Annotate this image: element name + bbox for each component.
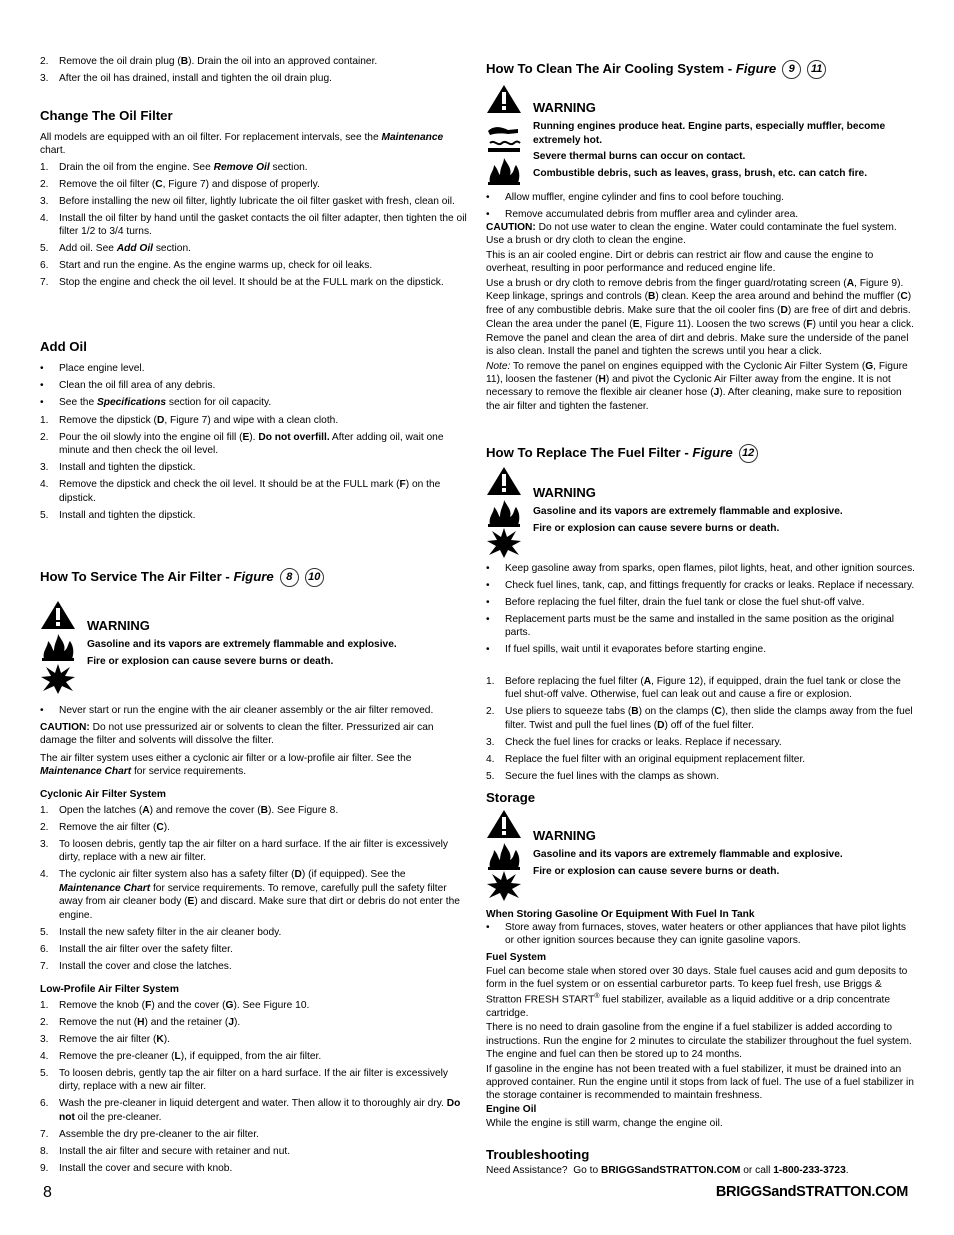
warning-line: Running engines produce heat. Engine parts, especially muffler, become extremely hot.: [533, 121, 886, 146]
list-item-text: Clean the oil fill area of any debris.: [59, 379, 216, 391]
figure-badge: 11: [807, 60, 826, 79]
storage-heading: Storage: [486, 790, 536, 805]
list-item-text: Use pliers to squeeze tabs (B) on the clamps (C), then slide the clamps away from the fuel filter. Twist and pull the fuel lines (D) off of the fuel filter.: [505, 706, 913, 731]
troubleshooting-heading: Troubleshooting: [486, 1147, 590, 1162]
list-item: [486, 191, 915, 204]
list-item-text: Assemble the dry pre-cleaner to the air filter.: [59, 1128, 259, 1140]
list-item: [486, 562, 915, 575]
paragraph: If gasoline in the engine has not been treated with a fuel stabilizer, it must be drained into an approved container. Run the engine until it stops from lack of fuel. The use of a fuel stabilizer in the storage container is recommended to maintain freshness.: [486, 1063, 914, 1102]
fuel-filter-warning: [486, 466, 915, 558]
paragraph: Clean the area under the panel (E, Figure 11). Loosen the two screws (F) until you hear a click. Remove the panel and clean the area of dirt and debris. Make sure the underside of the panel is also clean. Install the panel and tighten the screws until you hear a click.: [486, 319, 914, 358]
list-item-text: Remove the oil filter (C, Figure 7) and dispose of properly.: [59, 178, 320, 190]
list-item: [486, 736, 915, 749]
list-marker: •: [40, 379, 44, 391]
list-marker: 5.: [40, 1067, 49, 1079]
fuel-filter-heading: How To Replace The Fuel Filter - Figure 12: [486, 444, 915, 463]
storing-gasoline-subheading: When Storing Gasoline Or Equipment With Fuel In Tank: [486, 909, 755, 920]
list-item: [40, 1050, 469, 1063]
list-marker: 5.: [40, 509, 49, 521]
alert-triangle-icon: [486, 809, 522, 839]
fire-icon: [486, 499, 522, 527]
list-item: [40, 838, 469, 865]
list-item-text: To loosen debris, gently tap the air filter on a hard surface. If the air filter is excessively dirty, replace with a new air filter.: [59, 838, 449, 864]
list-item-text: See the Specifications section for oil capacity.: [59, 396, 272, 408]
list-item: [40, 362, 469, 375]
list-marker: 3.: [40, 838, 49, 850]
list-marker: 4.: [40, 212, 49, 224]
hot-surface-icon: [486, 121, 522, 153]
list-item: [486, 921, 915, 948]
list-item-text: Remove the dipstick (D, Figure 7) and wipe with a clean cloth.: [59, 415, 339, 426]
list-item: [486, 705, 915, 732]
list-item: [40, 212, 469, 239]
list-marker: 2.: [486, 706, 495, 718]
list-marker: 9.: [40, 1162, 49, 1174]
list-item: [486, 770, 915, 783]
cooling-paragraphs: [486, 221, 915, 414]
list-item-text: Install the cover and secure with knob.: [59, 1162, 233, 1174]
warning-line: Severe thermal burns can occur on contact.: [533, 151, 746, 163]
list-item: [40, 259, 469, 272]
list-marker: 3.: [40, 195, 49, 207]
warning-title: WARNING: [533, 828, 596, 843]
fuel-filter-steps: [486, 675, 915, 787]
figure-badge: 9: [782, 60, 801, 79]
list-item-text: Remove the dipstick and check the oil level. It should be at the FULL mark (F) on the dipstick.: [59, 479, 441, 504]
list-item: [486, 643, 915, 656]
page-number: 8: [43, 1184, 52, 1201]
fire-icon: [486, 157, 522, 185]
list-item: [40, 461, 469, 474]
low-profile-subheading: Low-Profile Air Filter System: [40, 984, 179, 995]
list-item-text: Install the air filter and secure with retainer and nut.: [59, 1145, 291, 1157]
list-item-text: Remove the air filter (K).: [59, 1033, 170, 1045]
storage-warning: [486, 809, 915, 901]
list-marker: 2.: [40, 56, 49, 67]
list-item-text: Stop the engine and check the oil level. It should be at the FULL mark on the dipstick.: [59, 277, 444, 289]
list-item: [40, 1162, 469, 1175]
list-item-text: To loosen debris, gently tap the air filter on a hard surface. If the air filter is excessively dirty, replace with a new air filter.: [59, 1067, 449, 1093]
fire-icon: [40, 633, 76, 661]
cyclonic-steps: [40, 804, 469, 976]
list-item-text: Wash the pre-cleaner in liquid detergent and water. Then allow it to thoroughly air dry. Do not oil the pre-cleaner.: [59, 1098, 461, 1123]
list-item-text: Secure the fuel lines with the clamps as shown.: [505, 770, 720, 782]
explosion-icon: [40, 664, 76, 694]
cooling-warning: [486, 84, 915, 186]
list-marker: 5.: [40, 243, 49, 255]
air-filter-para: The air filter system uses either a cyclonic air filter or a low-profile air filter. See the Maintenance Chart for service requirements.: [40, 753, 412, 778]
list-item: [40, 1067, 469, 1094]
list-marker: 2.: [40, 431, 49, 443]
list-item: [40, 414, 469, 427]
paragraph: Note: To remove the panel on engines equipped with the Cyclonic Air Filter System (G, Figure 11), loosen the fastener (H) and pivot the Cyclonic Air Filter away from the engine. It is not necessary to remove the flexible air cleaner hose (J). After cleaning, make sure to reposition the air filter and tighten the fastener.: [486, 360, 908, 412]
list-marker: 4.: [40, 479, 49, 491]
list-item: [486, 613, 915, 640]
list-item-text: Open the latches (A) and remove the cover (B). See Figure 8.: [59, 805, 339, 816]
list-item: [40, 72, 469, 85]
list-marker: 1.: [40, 415, 49, 426]
list-item-text: Remove the pre-cleaner (L), if equipped, from the air filter.: [59, 1050, 322, 1062]
list-marker: 4.: [40, 1050, 49, 1062]
air-filter-warning: [40, 600, 469, 695]
warning-line: Fire or explosion can cause severe burns or death.: [533, 522, 780, 534]
list-item: [40, 1128, 469, 1141]
air-filter-bullets: [40, 704, 469, 721]
list-marker: 3.: [40, 462, 49, 474]
warning-title: WARNING: [87, 618, 150, 633]
list-item: [40, 960, 469, 973]
list-marker: •: [486, 563, 490, 574]
air-filter-caution: CAUTION: Do not use pressurized air or solvents to clean the filter. Pressurized air can damage the filter and solvents will dissolve the filter.: [40, 722, 434, 747]
list-item: [40, 704, 469, 717]
add-oil-bullets: [40, 362, 469, 413]
list-item-text: Remove the oil drain plug (B). Drain the oil into an approved container.: [59, 56, 378, 67]
list-item-text: Pour the oil slowly into the engine oil fill (E). Do not overfill. After adding oil, wait one minute and then check the oil level.: [59, 431, 444, 457]
list-marker: 6.: [40, 260, 49, 272]
list-item: [486, 208, 915, 221]
paragraph: There is no need to drain gasoline from the engine if a fuel stabilizer is added according to instructions. Run the engine for 2 minutes to circulate the stabilizer throughout the fuel system. The engine and fuel can then be stored up to 24 months.: [486, 1022, 912, 1061]
list-marker: •: [486, 644, 490, 656]
storage-bullets: [486, 921, 915, 951]
change-oil-filter-steps: [40, 161, 469, 293]
fuel-system-subheading: Fuel System: [486, 952, 547, 963]
list-marker: 5.: [40, 926, 49, 938]
add-oil-steps: [40, 414, 469, 526]
warning-line: Combustible debris, such as leaves, grass, brush, etc. can catch fire.: [533, 167, 868, 179]
list-marker: •: [40, 705, 44, 716]
list-marker: 3.: [486, 736, 495, 748]
list-item-text: Before replacing the fuel filter, drain the fuel tank or close the fuel shut-off valve.: [505, 596, 865, 608]
list-item: [486, 579, 915, 592]
list-item-text: Remove the knob (F) and the cover (G). See Figure 10.: [59, 1000, 310, 1011]
list-item: [40, 926, 469, 939]
paragraph: This is an air cooled engine. Dirt or debris can restrict air flow and cause the engine to overheat, resulting in poor performance and reduced engine life.: [486, 249, 874, 275]
air-filter-heading: How To Service The Air Filter - Figure 8 10: [40, 568, 469, 587]
list-item-text: Before installing the new oil filter, lightly lubricate the oil filter gasket with fresh, clean oil.: [59, 195, 455, 207]
figure-badge: 12: [739, 444, 758, 463]
list-marker: •: [486, 579, 490, 591]
list-marker: 8.: [40, 1145, 49, 1157]
list-item: [486, 596, 915, 609]
list-item: [40, 1033, 469, 1046]
cooling-bullets: [486, 191, 915, 225]
warning-line: Fire or explosion can cause severe burns or death.: [87, 655, 334, 667]
list-item: [486, 675, 915, 702]
list-item-text: If fuel spills, wait until it evaporates before starting engine.: [505, 644, 767, 656]
list-item-text: Check the fuel lines for cracks or leaks. Replace if necessary.: [505, 736, 782, 748]
alert-triangle-icon: [486, 84, 522, 114]
change-oil-filter-intro: All models are equipped with an oil filter. For replacement intervals, see the Maintenance chart.: [40, 132, 444, 157]
alert-triangle-icon: [40, 600, 76, 630]
list-item-text: Start and run the engine. As the engine warms up, check for oil leaks.: [59, 260, 373, 272]
list-item-text: Install and tighten the dipstick.: [59, 462, 196, 474]
list-item: [40, 431, 469, 458]
list-item-text: Remove the nut (H) and the retainer (J).: [59, 1016, 241, 1028]
engine-oil-para: While the engine is still warm, change the engine oil.: [486, 1118, 723, 1129]
cooling-heading: How To Clean The Air Cooling System - Figure 9 11: [486, 60, 915, 79]
list-item: [40, 242, 469, 255]
list-marker: 2.: [40, 178, 49, 190]
list-item-text: Keep gasoline away from sparks, open flames, pilot lights, heat, and other ignition sources.: [505, 563, 915, 574]
list-item-text: The cyclonic air filter system also has a safety filter (D) (if equipped). See the Maintenance Chart for service requirements. To remove, carefully pull the safety filter away from air cleaner body (E) and discard. Make sure that dirt or debris do not enter the engine.: [59, 869, 460, 921]
list-item: [40, 478, 469, 505]
fuel-filter-bullets: [486, 562, 915, 660]
list-marker: 6.: [40, 943, 49, 955]
low-profile-steps: [40, 999, 469, 1178]
list-item-text: Store away from furnaces, stoves, water heaters or other appliances that have pilot lights or other ignition sources because they can ignite gasoline vapors.: [505, 922, 906, 947]
list-item-text: Drain the oil from the engine. See Remove Oil section.: [59, 162, 308, 173]
list-marker: 1.: [486, 676, 495, 687]
warning-title: WARNING: [533, 100, 596, 115]
warning-line: Gasoline and its vapors are extremely flammable and explosive.: [533, 506, 843, 518]
list-item-text: Check fuel lines, tank, cap, and fittings frequently for cracks or leaks. Replace if necessary.: [505, 579, 915, 591]
list-item-text: Remove accumulated debris from muffler area and cylinder area.: [505, 208, 799, 220]
list-item-text: Install the air filter over the safety filter.: [59, 943, 233, 955]
fuel-system-paragraphs: [486, 965, 915, 1104]
list-marker: 4.: [486, 753, 495, 765]
explosion-icon: [486, 528, 522, 558]
list-item: [40, 161, 469, 174]
list-item-text: Never start or run the engine with the air cleaner assembly or the air filter removed.: [59, 705, 434, 716]
list-marker: 6.: [40, 1098, 49, 1110]
list-item: [40, 55, 469, 68]
paragraph: Fuel can become stale when stored over 30 days. Stale fuel causes acid and gum deposits to form in the fuel system or on essential carburetor parts. To keep fuel fresh, use Briggs & Stratton FRESH START® fuel stabilizer, available as a liquid additive or a drip concentrate cartridge.: [486, 966, 908, 1019]
paragraph: CAUTION: Do not use water to clean the engine. Water could contaminate the fuel system. Use a brush or dry cloth to clean the engine.: [486, 222, 897, 247]
list-marker: 5.: [486, 770, 495, 782]
list-marker: 2.: [40, 821, 49, 833]
list-marker: 7.: [40, 960, 49, 972]
list-marker: 4.: [40, 869, 49, 881]
list-item: [40, 804, 469, 817]
list-item: [40, 1097, 469, 1124]
list-marker: 1.: [40, 805, 49, 816]
add-oil-heading: Add Oil: [40, 339, 87, 354]
list-marker: •: [486, 192, 490, 203]
list-item-text: Remove the air filter (C).: [59, 821, 170, 833]
paragraph: Use a brush or dry cloth to remove debris from the finger guard/rotating screen (A, Figure 9). Keep linkage, springs and controls (B) clean. Keep the area around and behind the muffler (C) free of any combustible debris. Make sure that the oil cooler fins (D) are free of dirt and debris.: [486, 277, 912, 316]
list-item: [40, 195, 469, 208]
list-marker: 1.: [40, 1000, 49, 1011]
list-marker: •: [40, 363, 44, 374]
troubleshooting-para: Need Assistance? Go to BRIGGSandSTRATTON.COM or call 1-800-233-3723.: [486, 1165, 849, 1176]
warning-title: WARNING: [533, 485, 596, 500]
list-item-text: Add oil. See Add Oil section.: [59, 243, 191, 255]
list-marker: •: [40, 396, 44, 408]
engine-oil-subheading: Engine Oil: [486, 1104, 537, 1115]
list-item-text: Allow muffler, engine cylinder and fins to cool before touching.: [505, 192, 785, 203]
list-marker: 7.: [40, 1128, 49, 1140]
list-item: [40, 379, 469, 392]
list-item: [40, 943, 469, 956]
list-item-text: Replace the fuel filter with an original equipment replacement filter.: [505, 753, 806, 765]
list-marker: •: [486, 613, 490, 625]
list-item: [40, 1016, 469, 1029]
figure-badge: 8: [280, 568, 299, 587]
list-item-text: Install the cover and close the latches.: [59, 960, 232, 972]
list-marker: •: [486, 922, 490, 933]
drain-steps: [40, 55, 469, 89]
list-marker: •: [486, 208, 490, 220]
list-marker: 7.: [40, 277, 49, 289]
change-oil-filter-heading: Change The Oil Filter: [40, 108, 173, 123]
explosion-icon: [486, 871, 522, 901]
list-item: [486, 753, 915, 766]
figure-badge: 10: [305, 568, 324, 587]
list-marker: 2.: [40, 1016, 49, 1028]
list-item: [40, 999, 469, 1012]
list-item-text: Install the new safety filter in the air cleaner body.: [59, 926, 282, 938]
list-item-text: After the oil has drained, install and tighten the oil drain plug.: [59, 72, 332, 84]
list-item: [40, 1145, 469, 1158]
list-marker: •: [486, 596, 490, 608]
list-item-text: Replacement parts must be the same and installed in the same position as the original parts.: [505, 613, 895, 639]
list-item-text: Before replacing the fuel filter (A, Figure 12), if equipped, drain the fuel tank or close the fuel shut-off valve. Otherwise, fuel can leak out and cause a fire or explosion.: [505, 676, 901, 701]
list-item: [40, 821, 469, 834]
list-marker: 3.: [40, 72, 49, 84]
list-marker: 1.: [40, 162, 49, 173]
list-item: [40, 178, 469, 191]
list-item: [40, 396, 469, 409]
list-item: [40, 868, 469, 922]
warning-line: Gasoline and its vapors are extremely flammable and explosive.: [533, 849, 843, 861]
warning-line: Fire or explosion can cause severe burns or death.: [533, 865, 780, 877]
list-item: [40, 509, 469, 522]
list-item: [40, 276, 469, 289]
warning-line: Gasoline and its vapors are extremely flammable and explosive.: [87, 639, 397, 651]
cyclonic-subheading: Cyclonic Air Filter System: [40, 789, 166, 800]
list-item-text: Place engine level.: [59, 363, 145, 374]
fire-icon: [486, 842, 522, 870]
list-marker: 3.: [40, 1033, 49, 1045]
brand-url: BRIGGSandSTRATTON.COM: [715, 1184, 908, 1200]
list-item-text: Install and tighten the dipstick.: [59, 509, 196, 521]
alert-triangle-icon: [486, 466, 522, 496]
list-item-text: Install the oil filter by hand until the gasket contacts the oil filter adapter, then tighten the oil filter 1/2 to 3/4 turns.: [59, 212, 467, 238]
